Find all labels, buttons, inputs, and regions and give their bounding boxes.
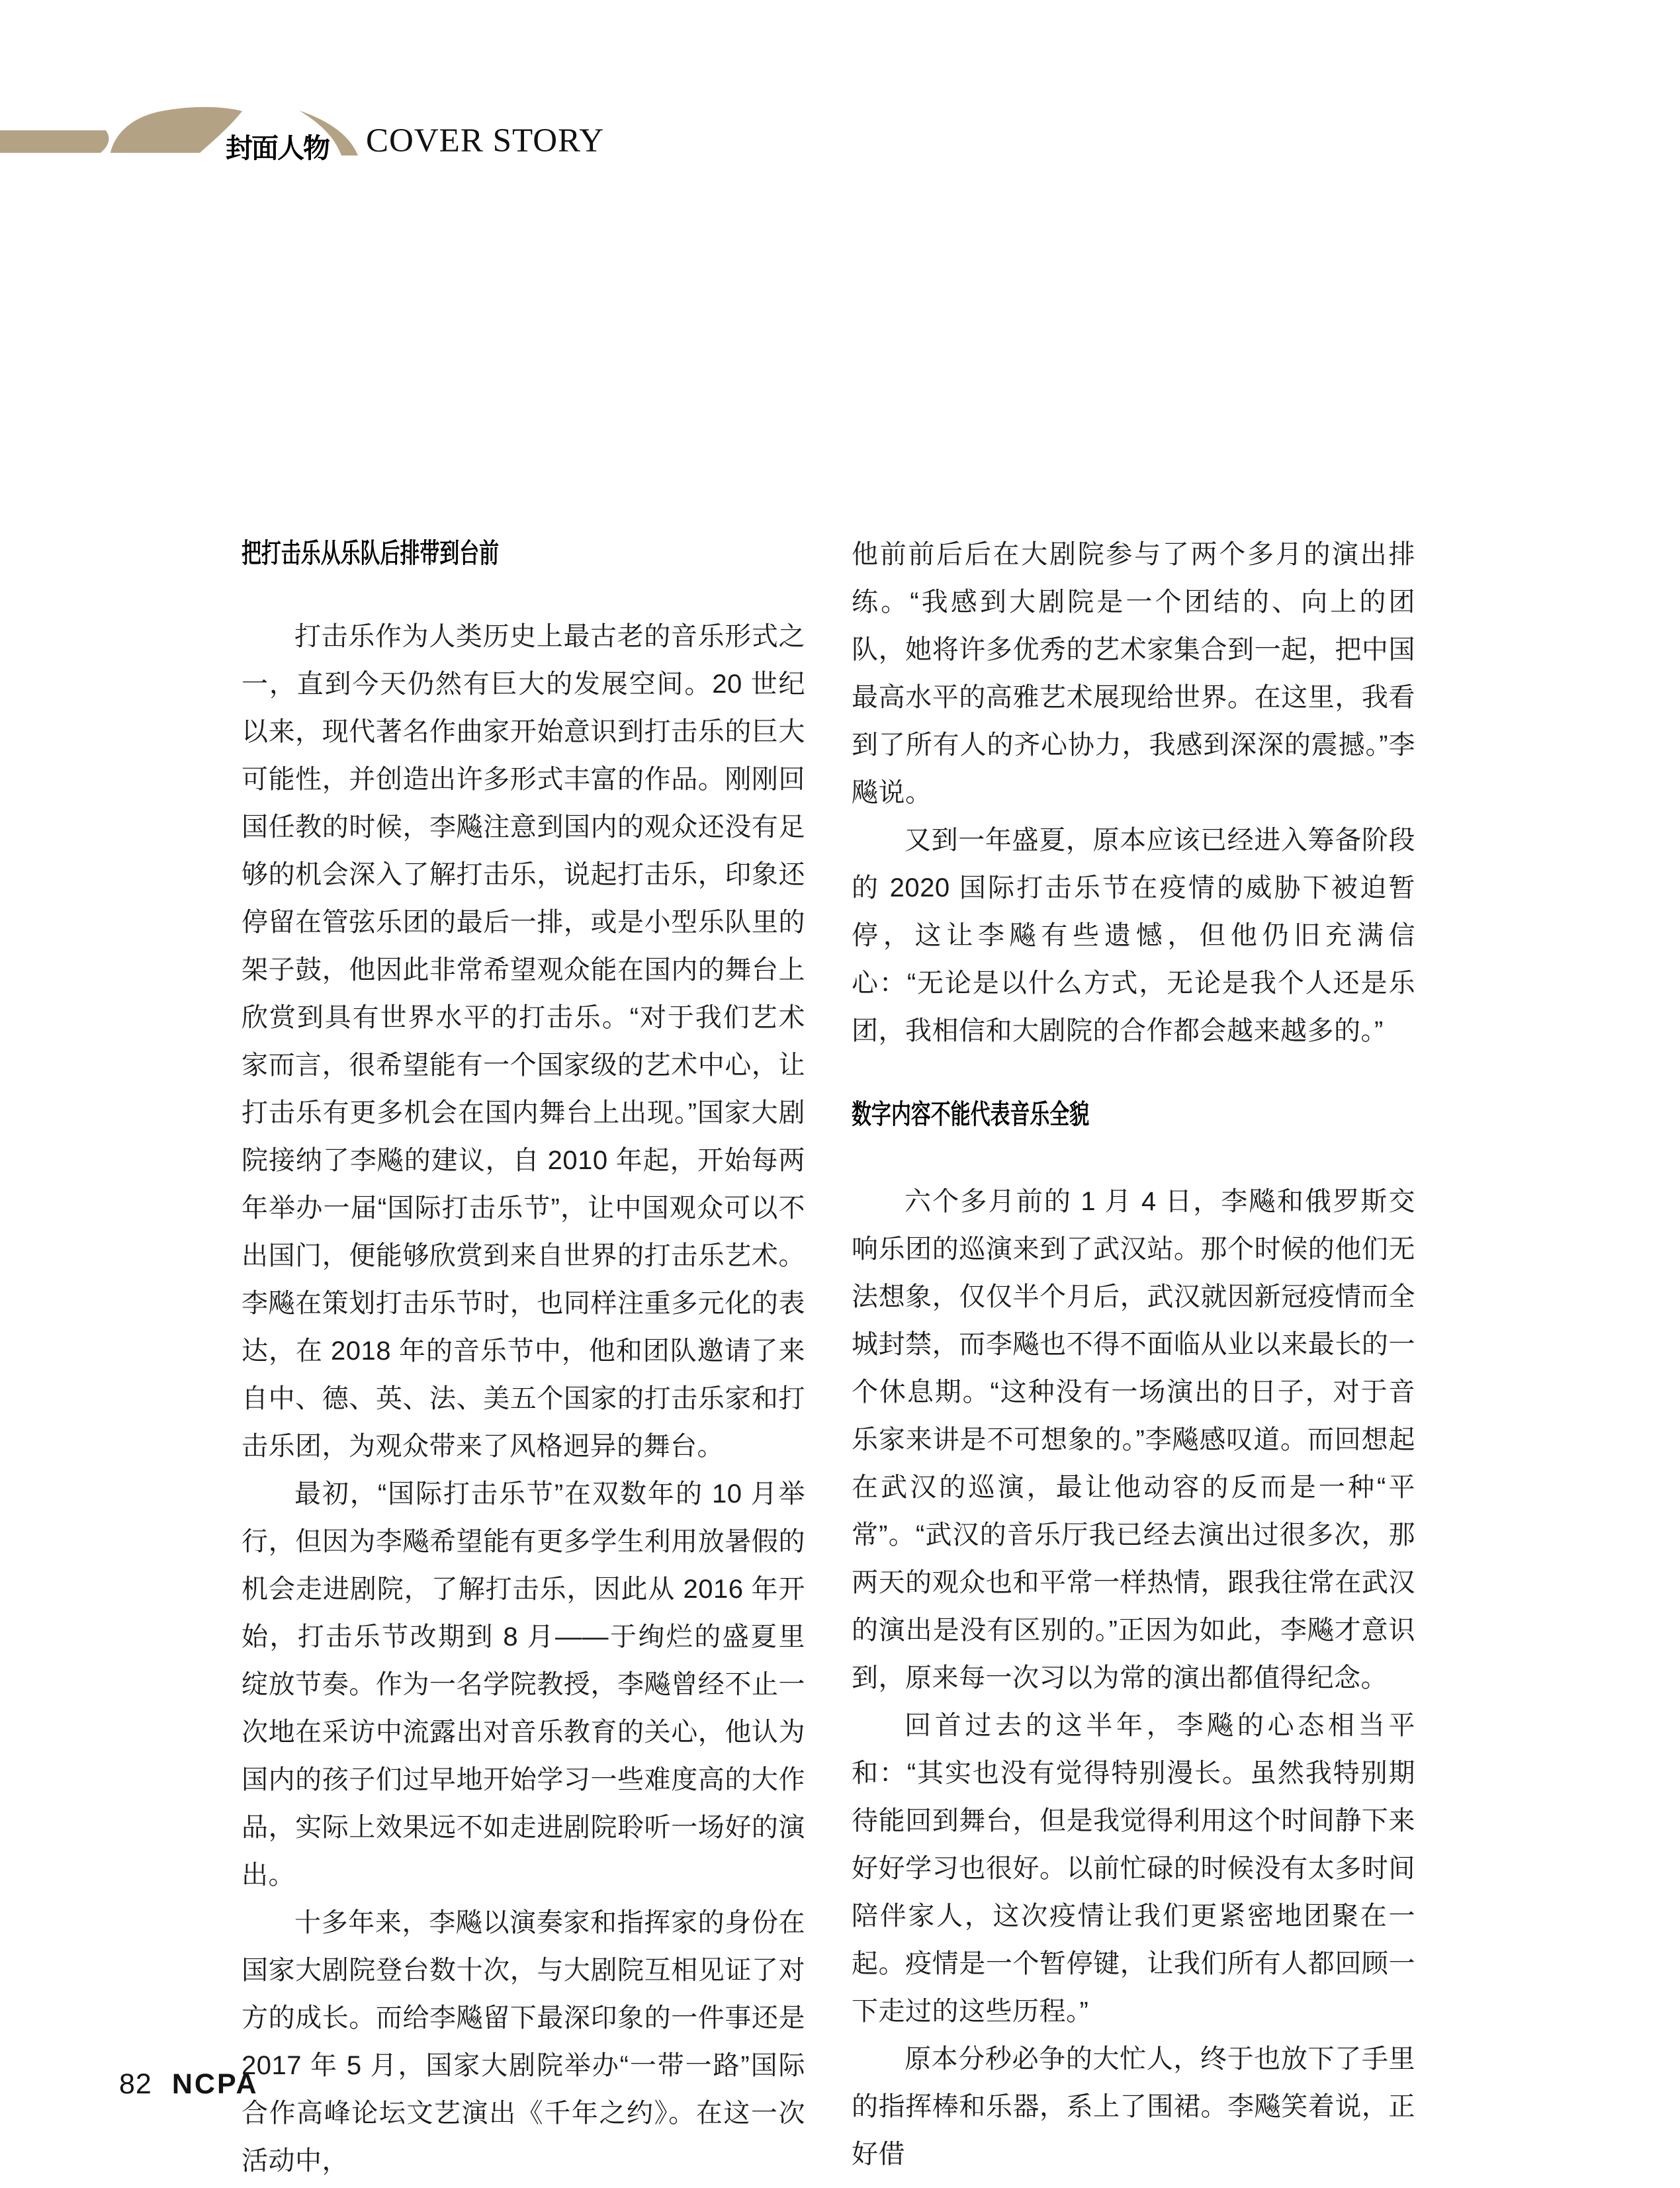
section-title-english: COVER STORY <box>366 122 605 159</box>
section-title-chinese: 封面人物 <box>226 133 329 163</box>
article-paragraph: 六个多月前的 1 月 4 日，李飚和俄罗斯交响乐团的巡演来到了武汉站。那个时候的他们无法想象，仅仅半个月后，武汉就因新冠疫情而全城封禁，而李飚也不得不面临从业以来最长的一个休息期。“这种没有一场演出的日子，对于音乐家来讲是不可想象的。”李飚感叹道。而回想起在武汉的巡演，最让他动容的反而是一种“平常”。“武汉的音乐厅我已经去演出过很多次，那两天的观众也和平常一样热情，跟我往常在武汉的演出是没有区别的。”正因为如此，李飚才意识到，原来每一次习以为常的演出都值得纪念。 <box>852 1187 1415 1692</box>
header-wing-shape <box>111 107 242 153</box>
article-column-left <box>242 537 805 2185</box>
article-paragraph: 又到一年盛夏，原本应该已经进入筹备阶段的 2020 国际打击乐节在疫情的威胁下被迫暂停，这让李飚有些遗憾，但他仍旧充满信心：“无论是以什么方式，无论是我个人还是乐团，我相信和大剧院的合作都会越来越多的。” <box>852 826 1415 1045</box>
article-column-right <box>852 531 1415 2178</box>
article-heading-percussion: 把打击乐从乐队后排带到台前 <box>242 538 500 568</box>
article-paragraph-continuation: 他前前后后在大剧院参与了两个多月的演出排练。“我感到大剧院是一个团结的、向上的团队，她将许多优秀的艺术家集合到一起，把中国最高水平的高雅艺术展现给世界。在这里，我看到了所有人的齐心协力，我感到深深的震撼。”李飚说。 <box>852 540 1415 807</box>
article-paragraph: 打击乐作为人类历史上最古老的音乐形式之一，直到今天仍然有巨大的发展空间。20 世纪以来，现代著名作曲家开始意识到打击乐的巨大可能性，并创造出许多形式丰富的作品。刚刚回国任教的时候，李飚注意到国内的观众还没有足够的机会深入了解打击乐，说起打击乐，印象还停留在管弦乐团的最后一排，或是小型乐队里的架子鼓，他因此非常希望观众能在国内的舞台上欣赏到具有世界水平的打击乐。“对于我们艺术家而言，很希望能有一个国家级的艺术中心，让打击乐有更多机会在国内舞台上出现。”国家大剧院接纳了李飚的建议，自 2010 年起，开始每两年举办一届“国际打击乐节”，让中国观众可以不出国门，便能够欣赏到来自世界的打击乐艺术。李飚在策划打击乐节时，也同样注重多元化的表达，在 2018 年的音乐节中，他和团队邀请了来自中、德、英、法、美五个国家的打击乐家和打击乐团，为观众带来了风格迥异的舞台。 <box>242 622 805 1461</box>
page-footer <box>119 2068 259 2101</box>
article-paragraph: 原本分秒必争的大忙人，终于也放下了手里的指挥棒和乐器，系上了围裙。李飚笑着说，正好借 <box>852 2044 1415 2169</box>
page-number: 82 <box>119 2068 152 2100</box>
header-bar-shape <box>0 130 109 153</box>
article-paragraph: 回首过去的这半年，李飚的心态相当平和：“其实也没有觉得特别漫长。虽然我特别期待能回到舞台，但是我觉得利用这个时间静下来好好学习也很好。以前忙碌的时候没有太多时间陪伴家人，这次疫情让我们更紧密地团聚在一起。疫情是一个暂停键，让我们所有人都回顾一下走过的这些历程。” <box>852 1711 1415 2026</box>
article-paragraph: 最初，“国际打击乐节”在双数年的 10 月举行，但因为李飚希望能有更多学生利用放暑假的机会走进剧院，了解打击乐，因此从 2016 年开始，打击乐节改期到 8 月——于绚烂的盛夏里绽放节奏。作为一名学院教授，李飚曾经不止一次地在采访中流露出对音乐教育的关心，他认为国内的孩子们过早地开始学习一些难度高的大作品，实际上效果远不如走进剧院聆听一场好的演出。 <box>242 1479 805 1890</box>
article-heading-digital-content: 数字内容不能代表音乐全貌 <box>852 1099 1090 1129</box>
article-paragraph: 十多年来，李飚以演奏家和指挥家的身份在国家大剧院登台数十次，与大剧院互相见证了对方的成长。而给李飚留下最深印象的一件事还是 2017 年 5 月，国家大剧院举办“一带一路”国际合作高峰论坛文艺演出《千年之约》。在这一次活动中， <box>242 1908 805 2175</box>
header-decoration <box>0 0 463 198</box>
publication-name: NCPA <box>171 2068 259 2100</box>
